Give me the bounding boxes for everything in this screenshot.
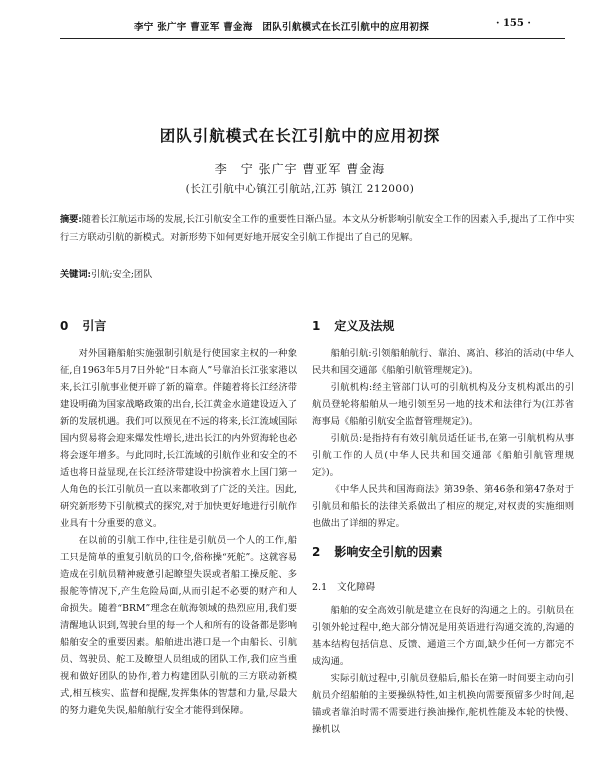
article-authors: 李 宁 张广宇 曹亚军 曹金海 [214, 162, 386, 176]
section-title: 影响安全引航的因素 [334, 545, 443, 559]
subsection-title: 文化障碍 [337, 582, 376, 593]
running-title: 李宁 张广宇 曹亚军 曹金海 团队引航模式在长江引航中的应用初探 [134, 22, 430, 33]
definition-pilotage: 船舶引航:引领船舶航行、靠泊、离泊、移泊的活动(中华人民共和国交通部《船舶引航管理规定》)。 [312, 348, 574, 376]
subsection-number: 2.1 [312, 582, 328, 593]
definition-maritime-code: 《中华人民共和国海商法》第39条、第46条和第47条对于引航员和船长的法律关系做出了相应的规定,对权责的实施细则也做出了详细的界定。 [312, 484, 574, 529]
keywords-text: 引航;安全;团队 [90, 269, 153, 280]
definition-pilot: 引航员:是指持有有效引航员适任证书,在第一引航机构从事引航工作的人员(中华人民共和国交通部《船舶引航管理规定》)。 [312, 433, 574, 478]
intro-paragraph-1: 对外国籍船舶实施强制引航是行使国家主权的一种象征,自1963年5月7日外轮“日本商人”号靠泊长江张家港以来,长江引航事业便开辟了新的篇章。伴随着将长江经济带建设明确为国家战略政策的出台,长江黄金水道建设迈入了新的发展机遇。我们可以预见在不远的将来,长江流域国际国内贸易将会迎来爆发性增长,进出长江的内外贸海轮也必将会逐年增多。与此同时,长江流域的引航作业和安全的不适也将日益显现,在长江经济带建设中扮演着水上国门第一人角色的长江引航员一直以来都收到了广泛的关注。因此,研究新形势下引航模式的探究,对于加快更好地进行引航作业具有十分重要的意义。 [60, 348, 297, 529]
abstract-text: 随着长江航运市场的发展,长江引航安全工作的重要性日渐凸显。本文从分析影响引航安全工作的因素入手,提出了工作中实行三方联动引航的新模式。对新形势下如何更好地开展安全引航工作提出了自己的见解。 [60, 214, 575, 243]
section-number: 2 [312, 545, 321, 559]
section-heading-definitions [312, 317, 394, 334]
section-title: 定义及法规 [334, 319, 395, 333]
article-title: 团队引航模式在长江引航中的应用初探 [159, 127, 441, 145]
page-number: · 155 · [496, 18, 531, 29]
cultural-paragraph-2: 实际引航过程中,引航员登船后,船长在第一时间要主动向引航员介绍船舶的主要操纵特性,如主机换向需要预留多少时间,起锚或者靠泊时需不需要进行换油操作,舵机性能及本轮的快慢、操机以 [312, 673, 574, 735]
left-column-text [60, 345, 297, 719]
section-title: 引言 [82, 319, 107, 333]
keywords-label: 关键词: [60, 269, 91, 280]
definitions-text [312, 345, 574, 532]
cultural-barriers-text [312, 602, 574, 770]
abstract [60, 211, 575, 247]
section-number: 0 [60, 319, 69, 333]
abstract-label: 摘要: [60, 214, 82, 225]
section-number: 1 [312, 319, 321, 333]
intro-paragraph-2: 在以前的引航工作中,往往是引航员一个人的工作,船工只是简单的重复引航员的口令,俗称操“死舵”。这就容易造成在引航员精神疲惫引起瞭望失误或者船工操反舵、多报舵等情况下,产生危险局面,从而引起不必要的财产和人命损失。随着“BRM”理念在航海领域的热烈应用,我们要清醒地认识到,驾驶台里的每一个人和所有的设备都是影响船舶安全的重要因素。船舶进出港口是一个由船长、引航员、驾驶员、舵工及瞭望人员组成的团队工作,我们应当重视和做好团队的协作,着力构建团队引航的三方联动新模式,相互核实、监督和提醒,发挥集体的智慧和力量,尽最大的努力避免失误,船舶航行安全才能得到保障。 [60, 535, 297, 716]
running-header [0, 0, 600, 40]
cultural-paragraph-1: 船舶的安全高效引航是建立在良好的沟通之上的。引航员在引领外轮过程中,绝大部分情况是用英语进行沟通交流的,沟通的基本结构包括信息、反馈、通道三个方面,缺少任何一方都完不成沟通。 [312, 605, 574, 667]
section-heading-introduction [60, 317, 106, 334]
article-affiliation: (长江引航中心镇江引航站,江苏 镇江 212000) [185, 183, 415, 195]
keywords [60, 266, 152, 280]
definition-pilot-agency: 引航机构:经主管部门认可的引航机构及分支机构派出的引航员登轮将船舶从一地引领至另一地的技术和法律行为(江苏省海事局《船舶引航安全监督管理规定》)。 [312, 382, 574, 427]
header-rule [60, 38, 565, 39]
subsection-heading-cultural-barriers [312, 579, 375, 593]
section-heading-factors [312, 543, 442, 560]
